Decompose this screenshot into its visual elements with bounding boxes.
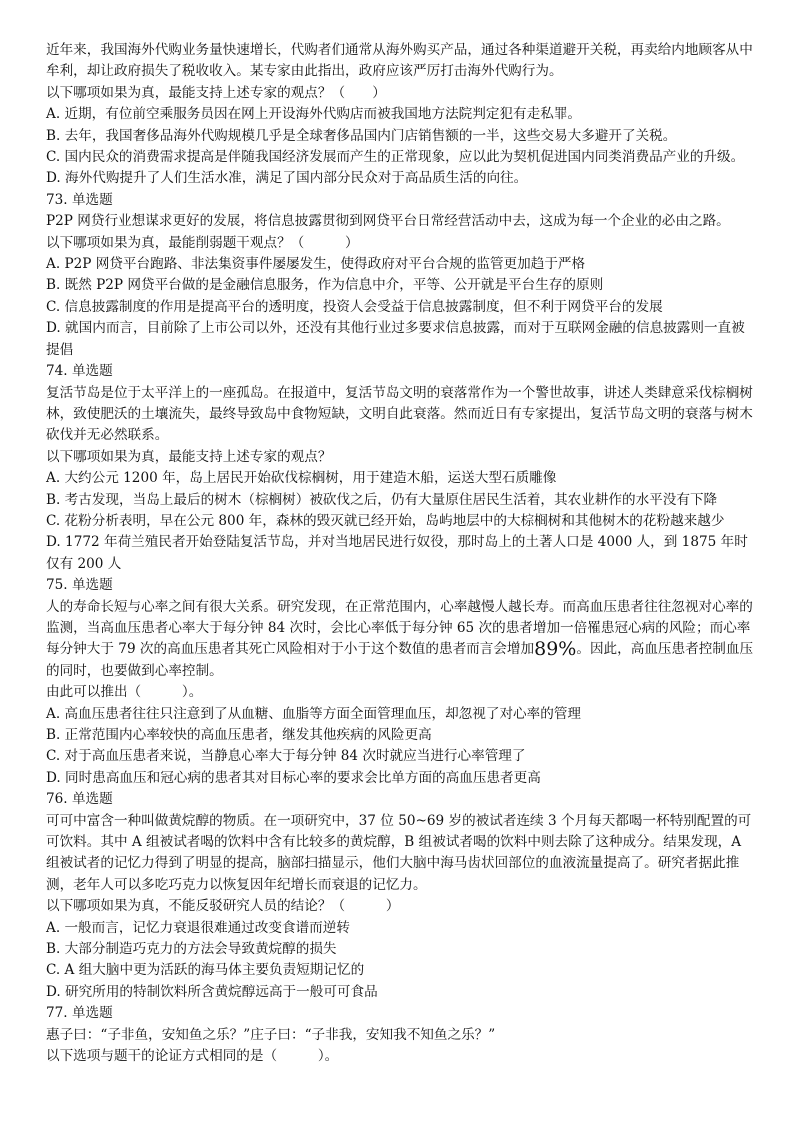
q75-header: 75. 单选题 [46,577,113,594]
q75-option-a: A. 高血压患者往往只注意到了从血糖、血脂等方面全面管理血压，却忽视了对心率的管理 [46,705,582,722]
q73-option-c: C. 信息披露制度的作用是提高平台的透明度，投资人会受益于信息披露制度，但不利于网贷平台的发展 [46,298,663,315]
q73-option-d: D. 就国内而言，目前除了上市公司以外，还没有其他行业过多要求信息披露，而对于互联网金融的信息披露则一直被提倡 [46,320,745,358]
intro-option-c: C. 国内民众的消费需求提高是伴随我国经济发展而产生的正常现象，应以此为契机促进国内同类消费品产业的升级。 [46,149,745,166]
q77-passage: 惠子曰：“子非鱼，安知鱼之乐？”庄子曰：“子非我，安知我不知鱼之乐？” [46,1026,496,1043]
q76-passage: 可可中富含一种叫做黄烷醇的物质。在一项研究中，37 位 50~69 岁的被试者连续 3 个月每天都喝一杯特别配置的可可饮料。其中 A 组被试者喝的饮料中含有比较多的黄烷醇，B 组被试者喝的饮料中则去除了这种成分。结果发现，A 组被试者的记忆力得到了明显的提高，脑部扫描显示，他们大脑中海马齿状回部位的血液流量提高了。研究者据此推测，老年人可以多吃巧克力以恢复因年纪增长而衰退的记忆力。 [46,812,752,893]
intro-passage: 近年来，我国海外代购业务量快速增长，代购者们通常从海外购买产品，通过各种渠道避开关税，再卖给内地顾客从中牟利，却让政府损失了税收收入。某专家由此指出，政府应该严厉打击海外代购行为。 [46,42,753,80]
q74-option-a: A. 大约公元 1200 年，岛上居民开始砍伐棕榈树，用于建造木船，运送大型石质雕像 [46,470,557,487]
intro-question: 以下哪项如果为真，最能支持上述专家的观点？（ ） [46,84,386,101]
q74-option-b: B. 考古发现，当岛上最后的树木（棕榈树）被砍伐之后，仍有大量原住居民生活着，其农业耕作的水平没有下降 [46,491,718,508]
q76-question: 以下哪项如果为真，不能反驳研究人员的结论？（ ） [46,898,400,915]
q74-question: 以下哪项如果为真，最能支持上述专家的观点？ [46,448,332,465]
intro-option-a: A. 近期，有位前空乘服务员因在网上开设海外代购店而被我国地方法院判定犯有走私罪。 [46,106,582,123]
q76-option-c: C. A 组大脑中更为活跃的海马体主要负责短期记忆的 [46,962,365,979]
q73-passage: P2P 网贷行业想谋求更好的发展，将信息披露贯彻到网贷平台日常经营活动中去，这成为每一个企业的必由之路。 [46,213,730,230]
q75-option-d: D. 同时患高血压和冠心病的患者其对目标心率的要求会比单方面的高血压患者更高 [46,769,541,786]
q75-question: 由此可以推出（ ）。 [46,684,203,701]
q75-passage-part-a: 人的寿命长短与心率之间有很大关系。研究发现，在正常范围内，心率越慢人越长寿。而高血压患者往往忽视对心率的监测，当高血压患者心率大于每分钟 84 次时，会比心率低于每分钟 65 次的患者增加一倍罹患冠心病的风险；而心率每分钟大于 79 次的高血压患者其死亡风险相对于小于这个数值的患者而言会增加 [46,598,753,658]
q74-option-c: C. 花粉分析表明，早在公元 800 年，森林的毁灭就已经开始，岛屿地层中的大棕榈树和其他树木的花粉越来越少 [46,512,725,529]
q73-option-b: B. 既然 P2P 网贷平台做的是金融信息服务，作为信息中介，平等、公开就是平台生存的原则 [46,277,604,294]
q75-option-c: C. 对于高血压患者来说，当静息心率大于每分钟 84 次时就应当进行心率管理了 [46,748,526,765]
q75-passage [46,597,758,683]
q75-percent: 89% [534,638,577,661]
q73-header: 73. 单选题 [46,191,113,208]
q76-header: 76. 单选题 [46,791,113,808]
q77-question: 以下选项与题干的论证方式相同的是（ ）。 [46,1048,339,1065]
q74-passage: 复活节岛是位于太平洋上的一座孤岛。在报道中，复活节岛文明的衰落常作为一个警世故事，讲述人类肆意采伐棕榈树林，致使肥沃的土壤流失，最终导致岛中食物短缺，文明自此衰落。然而近日有专家提出，复活节岛文明的衰落与树木砍伐并无必然联系。 [46,384,753,444]
q76-option-b: B. 大部分制造巧克力的方法会导致黄烷醇的损失 [46,941,337,958]
intro-option-d: D. 海外代购提升了人们生活水准，满足了国内部分民众对于高品质生活的向往。 [46,170,528,187]
q73-question: 以下哪项如果为真，最能削弱题干观点？（ ） [46,234,359,251]
q75-option-b: B. 正常范围内心率较快的高血压患者，继发其他疾病的风险更高 [46,727,432,743]
intro-option-b: B. 去年，我国奢侈品海外代购规模几乎是全球奢侈品国内门店销售额的一半，这些交易大多避开了关税。 [46,127,677,144]
document-page [46,40,758,1068]
q73-option-a: A. P2P 网贷平台跑路、非法集资事件屡屡发生，使得政府对平台合规的监管更加趋于严格 [46,256,586,273]
q74-option-d: D. 1772 年荷兰殖民者开始登陆复活节岛，并对当地居民进行奴役，那时岛上的土著人口是 4000 人，到 1875 年时仅有 200 人 [46,534,748,572]
q76-option-a: A. 一般而言，记忆力衰退很难通过改变食谱而逆转 [46,919,350,936]
q75-passage-part-b: 。因此，高血压患者控制血压的同时，也要做到心率控制。 [46,641,754,679]
q77-header: 77. 单选题 [46,1005,113,1022]
q76-option-d: D. 研究所用的特制饮料所含黄烷醇远高于一般可可食品 [46,983,378,1000]
q74-header: 74. 单选题 [46,363,113,380]
